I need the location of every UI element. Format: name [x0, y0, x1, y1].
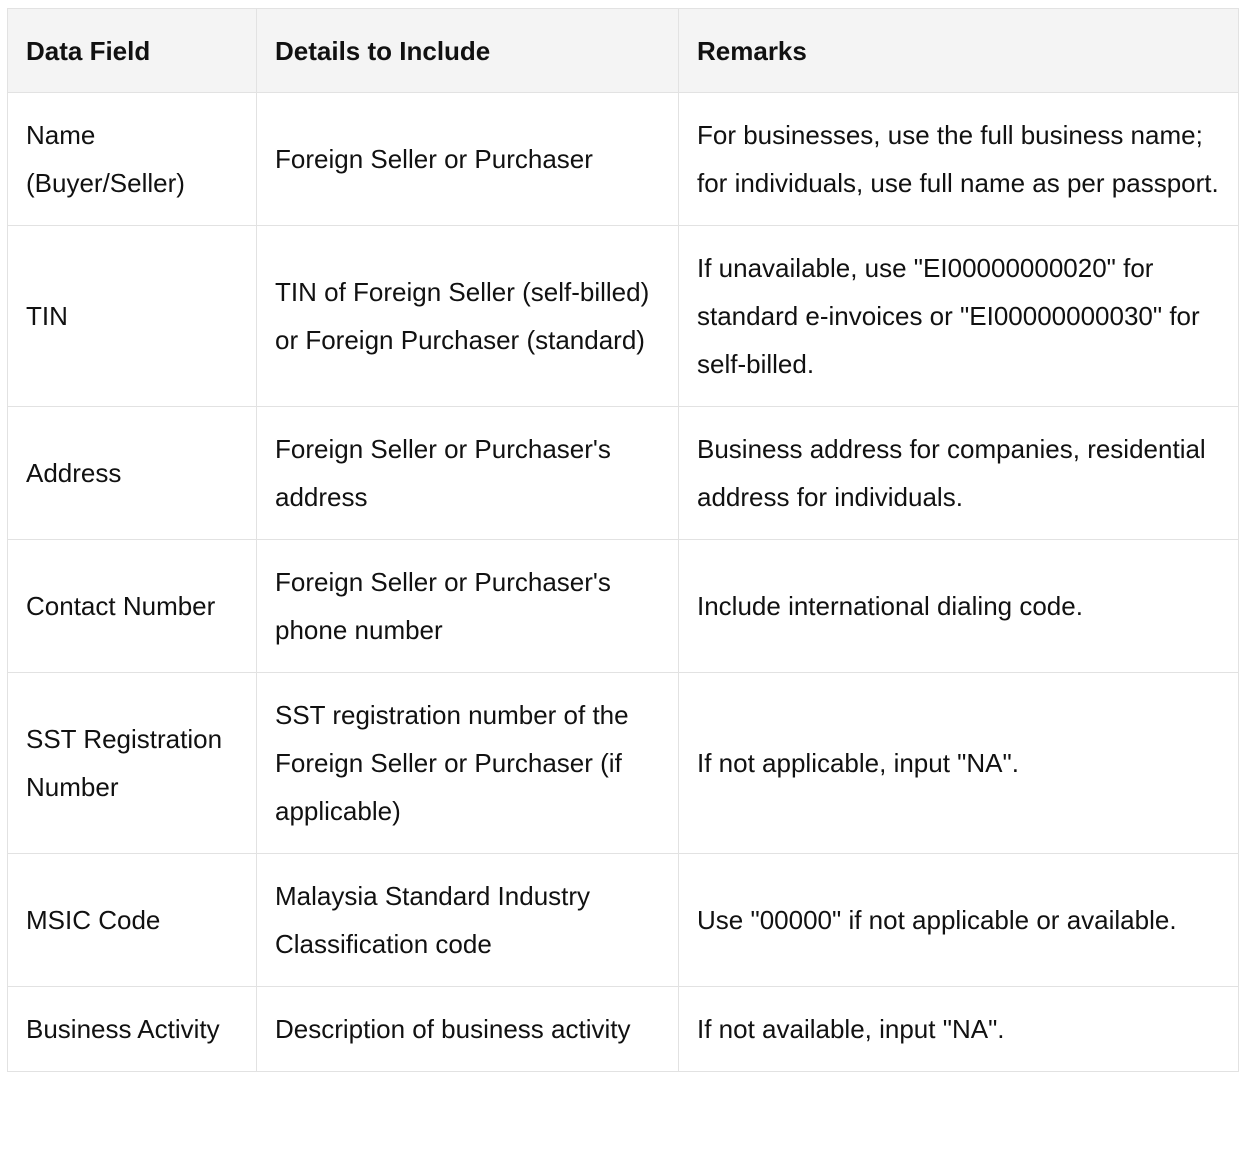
- table-header: [8, 9, 1239, 93]
- cell-remarks: Use "00000" if not applicable or available.: [679, 854, 1239, 987]
- table-row: [8, 987, 1239, 1072]
- cell-field: Name (Buyer/Seller): [8, 93, 257, 226]
- cell-details: Foreign Seller or Purchaser's phone number: [257, 540, 679, 673]
- cell-details: TIN of Foreign Seller (self-billed) or Foreign Purchaser (standard): [257, 226, 679, 407]
- cell-details: Malaysia Standard Industry Classification code: [257, 854, 679, 987]
- header-details-to-include: Details to Include: [257, 9, 679, 93]
- table-body: [8, 93, 1239, 1072]
- header-data-field: Data Field: [8, 9, 257, 93]
- cell-field: Address: [8, 407, 257, 540]
- cell-details: Foreign Seller or Purchaser: [257, 93, 679, 226]
- cell-remarks: Business address for companies, residential address for individuals.: [679, 407, 1239, 540]
- cell-remarks: If not available, input "NA".: [679, 987, 1239, 1072]
- cell-remarks: If unavailable, use "EI00000000020" for standard e-invoices or "EI00000000030" for self-billed.: [679, 226, 1239, 407]
- table-row: [8, 540, 1239, 673]
- cell-details: SST registration number of the Foreign Seller or Purchaser (if applicable): [257, 673, 679, 854]
- cell-remarks: If not applicable, input "NA".: [679, 673, 1239, 854]
- cell-field: MSIC Code: [8, 854, 257, 987]
- table-row: [8, 226, 1239, 407]
- table-row: [8, 854, 1239, 987]
- data-fields-table: [7, 8, 1239, 1072]
- header-row: [8, 9, 1239, 93]
- cell-field: Business Activity: [8, 987, 257, 1072]
- header-remarks: Remarks: [679, 9, 1239, 93]
- cell-remarks: For businesses, use the full business name; for individuals, use full name as per passport.: [679, 93, 1239, 226]
- cell-details: Foreign Seller or Purchaser's address: [257, 407, 679, 540]
- table-row: [8, 673, 1239, 854]
- cell-details: Description of business activity: [257, 987, 679, 1072]
- cell-field: Contact Number: [8, 540, 257, 673]
- cell-remarks: Include international dialing code.: [679, 540, 1239, 673]
- data-fields-table-container: [7, 8, 1238, 1072]
- cell-field: TIN: [8, 226, 257, 407]
- table-row: [8, 93, 1239, 226]
- cell-field: SST Registration Number: [8, 673, 257, 854]
- table-row: [8, 407, 1239, 540]
